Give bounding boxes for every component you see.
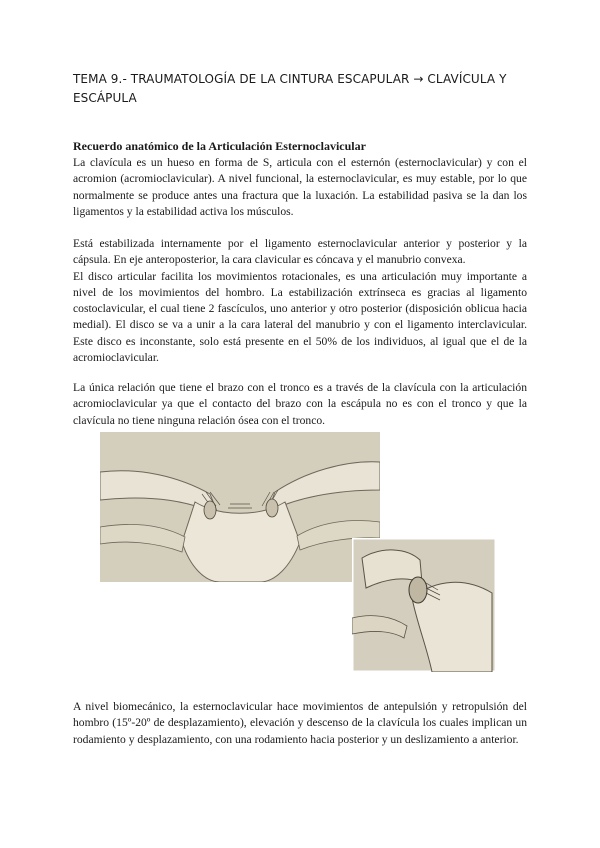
page-title: TEMA 9.- TRAUMATOLOGÍA DE LA CINTURA ESCAPULAR → CLAVÍCULA Y ESCÁPULA bbox=[73, 72, 507, 105]
anatomical-illustration bbox=[100, 432, 496, 677]
paragraph-stabilization: Está estabilizada internamente por el ligamento esternoclavicular anterior y posterior y la cápsula. En eje anteroposterior, la cara clavicular es cóncava y el manubrio convexa. El disco articular facilita los movimientos rotacionales, es una articulación muy importante a nivel de los movimientos del hombro. La estabilización extrínseca es gracias al ligamento costoclavicular, el cual tiene 2 fascículos, uno anterior y otro posterior (disposición oblicua hacia medial). El disco se va a unir a la cara lateral del manubrio y con el ligamento interclavicular. Este disco es inconstante, solo está presente en el 50% de los individuos, al igual que el de la acromioclavicular. bbox=[73, 237, 527, 365]
paragraph-clavicle-intro: La clavícula es un hueso en forma de S, articula con el esternón (esternoclavicular) y con el acromion (acromioclavicular). A nivel funcional, la esternoclavicular, es muy estable, por lo que normalmente se produce antes una fractura que la luxación. La estabilidad pasiva se la dan los ligamentos y la estabilidad activa los músculos. bbox=[73, 156, 527, 218]
paragraph-arm-trunk-relation: La única relación que tiene el brazo con el tronco es a través de la clavícula con la articulación acromioclavicular ya que el contacto del brazo con la escápula no es con el tronco y que la clavícula no tiene ninguna relación ósea con el tronco. bbox=[73, 381, 527, 427]
section-heading: Recuerdo anatómico de la Articulación Esternoclavicular bbox=[73, 139, 366, 153]
sternoclavicular-joint-drawing bbox=[100, 432, 380, 582]
joint-detail-inset bbox=[352, 538, 496, 672]
paragraph-biomechanics: A nivel biomecánico, la esternoclavicular hace movimientos de antepulsión y retropulsión del hombro (15º-20º de desplazamiento), elevación y descenso de la clavícula los cuales implican un rodamiento y desplazamiento, con una rodamiento hacia posterior y un deslizamiento a anterior. bbox=[73, 700, 527, 746]
